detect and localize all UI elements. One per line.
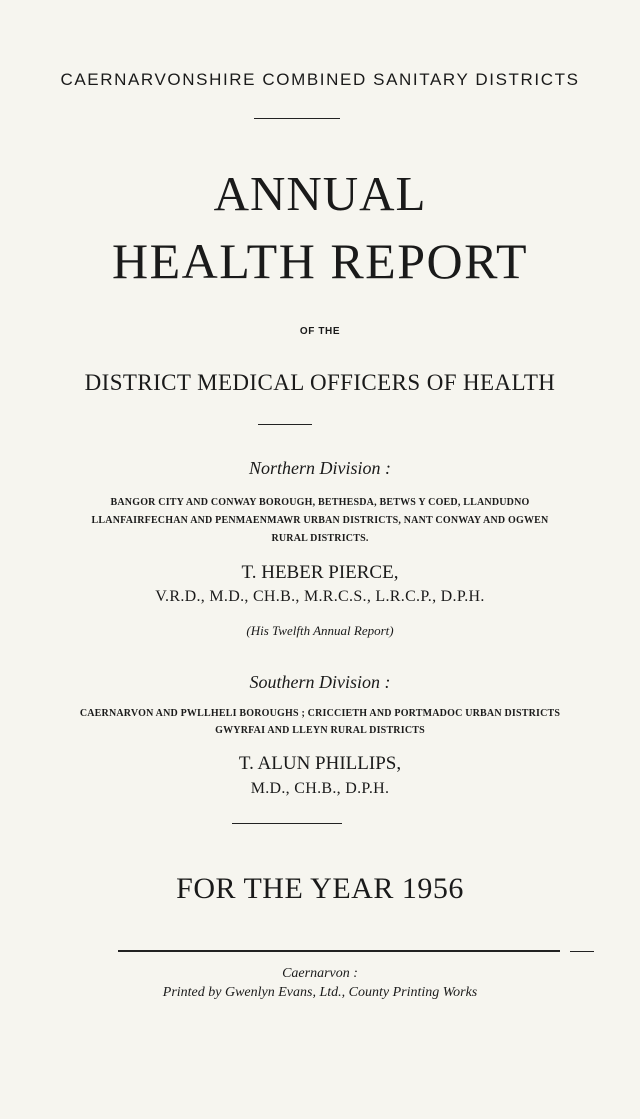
northern-districts-line-1: BANGOR CITY AND CONWAY BOROUGH, BETHESDA, BETWS Y COED, LLANDUDNO [110,497,530,508]
southern-division-heading: Southern Division : [249,672,391,692]
of-the-label: OF THE [299,326,341,337]
header-divider [254,118,340,119]
southern-officer-name: T. ALUN PHILLIPS, [238,753,402,774]
northern-districts-line-3: RURAL DISTRICTS. [271,533,369,544]
officers-title: DISTRICT MEDICAL OFFICERS OF HEALTH [84,370,556,395]
title-health-report: HEALTH REPORT [111,233,529,289]
officers-divider [258,424,312,425]
southern-districts-line-2: GWYRFAI AND LLEYN RURAL DISTRICTS [215,725,425,736]
northern-officer-name: T. HEBER PIERCE, [241,562,399,583]
imprint-place: Caernarvon : [282,966,358,981]
imprint-printer: Printed by Gwenlyn Evans, Ltd., County Printing Works [162,985,478,1000]
southern-divider [232,823,342,824]
report-year: FOR THE YEAR 1956 [176,872,464,905]
northern-division-heading: Northern Division : [249,458,391,478]
northern-report-note: (His Twelfth Annual Report) [246,623,394,638]
imprint-divider [118,950,560,952]
northern-officer-qualifications: V.R.D., M.D., CH.B., M.R.C.S., L.R.C.P., D.P.H. [155,588,485,605]
northern-districts-line-2: LLANFAIRFECHAN AND PENMAENMAWR URBAN DISTRICTS, NANT CONWAY AND OGWEN [91,515,549,526]
title-annual: ANNUAL [213,166,427,221]
page-header: CAERNARVONSHIRE COMBINED SANITARY DISTRICTS [60,70,580,89]
imprint-divider-end [570,951,594,952]
southern-districts-line-1: CAERNARVON AND PWLLHELI BOROUGHS ; CRICCIETH AND PORTMADOC URBAN DISTRICTS [79,708,561,719]
southern-officer-qualifications: M.D., CH.B., D.P.H. [250,780,390,797]
